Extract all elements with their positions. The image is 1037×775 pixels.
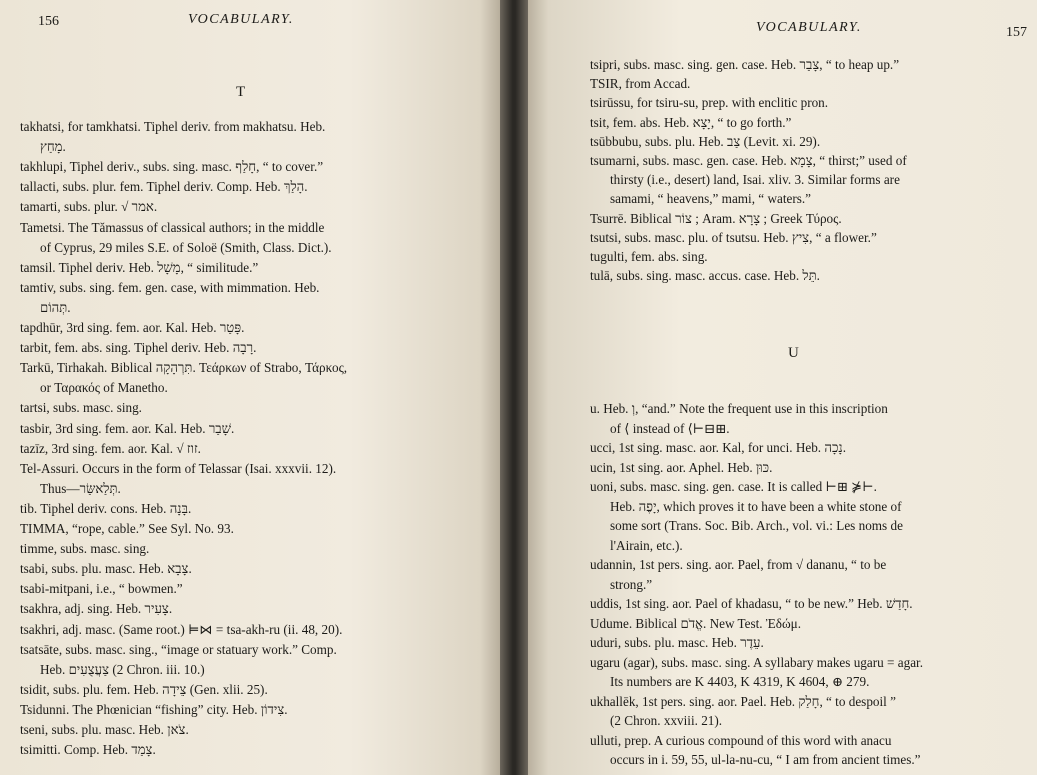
entry-line: Tel-Assuri. Occurs in the form of Telassar (Isai. xxxvii. 12).: [20, 460, 337, 476]
entry-line: ugaru (agar), subs. masc. sing. A syllabary makes ugaru = agar.: [590, 654, 924, 670]
entry-line: takhatsi, for tamkhatsi. Tiphel deriv. from makhatsu. Heb.: [20, 119, 326, 134]
entry-line: Tsurrē. Biblical צוֹר ; Aram. צָרָא ; Greek Τύρος.: [590, 210, 842, 226]
entry-line: tsumarni, subs. masc. gen. case. Heb. צָמָא, “ thirst;” used of: [590, 153, 907, 168]
entry-line: ukhallēk, 1st pers. sing. aor. Pael. Heb. חָלַק, “ to despoil ”: [590, 693, 896, 709]
entry-line: Heb. צַעֲצֻעִים (2 Chron. iii. 10.): [40, 661, 205, 677]
entry-line: tib. Tiphel deriv. cons. Heb. בָּנָה.: [20, 500, 192, 516]
entry-line: tugulti, fem. abs. sing.: [590, 249, 708, 264]
entry-line: tamarti, subs. plur. √ אמר.: [20, 199, 158, 215]
entry-line: (2 Chron. xxviii. 21).: [610, 713, 723, 728]
entry-line: TSIR, from Accad.: [590, 76, 691, 92]
entry-line: tseni, subs. plu. masc. Heb. צֹאן.: [20, 722, 189, 737]
entry-line: Tsidunni. The Phœnician “fishing” city. Heb. צִידוֹן.: [20, 701, 288, 717]
entry-line: uddis, 1st sing. aor. Pael of khadasu, “ to be new.” Heb. חָדַשׁ.: [590, 596, 913, 611]
entry-line: tsatsāte, subs. masc. sing., “image or statuary work.” Comp.: [20, 641, 337, 657]
entry-line: occurs in i. 59, 55, ul-la-nu-cu, “ I am from ancient times.”: [610, 752, 921, 767]
entry-line: tazīz, 3rd sing. fem. aor. Kal. √ זוז.: [20, 440, 201, 456]
entry-line: ucin, 1st sing. aor. Aphel. Heb. כּוּן.: [590, 459, 773, 475]
page-number: 157: [1006, 25, 1027, 40]
entry-line: tarbit, fem. abs. sing. Tiphel deriv. Heb. רָבָה.: [20, 340, 257, 356]
entry-line: Tametsi. The Tămassus of classical authors; in the middle: [20, 219, 325, 235]
entry-line: tallacti, subs. plur. fem. Tiphel deriv. Comp. Heb. הָלַךְ.: [20, 179, 308, 195]
entry-line: tamsil. Tiphel deriv. Heb. מָשָׁל, “ similitude.”: [20, 259, 259, 275]
entry-line: strong.”: [610, 576, 653, 592]
entry-line: some sort (Trans. Soc. Bib. Arch., vol. vi.: Les noms de: [610, 518, 903, 533]
entry-line: tsidit, subs. plu. fem. Heb. צֵידָה (Gen. xlii. 25).: [20, 681, 268, 697]
entry-line: or Ταρακός of Manetho.: [40, 380, 168, 396]
entry-line: tsakhri, adj. masc. (Same root.) ⊨⋈ = tsa-akh-ru (ii. 48, 20).: [20, 621, 343, 637]
entry-line: Tarkū, Tirhakah. Biblical תִּרְהָקָה. Τεάρκων of Strabo, Τάρκος,: [20, 360, 348, 376]
entry-line: l'Airain, etc.).: [610, 537, 683, 553]
entry-line: udannin, 1st pers. sing. aor. Pael, from √ dananu, “ to be: [590, 557, 887, 572]
entry-line: tsabi-mitpani, i.e., “ bowmen.”: [20, 581, 183, 597]
entry-line: of ⟨ instead of ⟨⊢⊟⊞.: [610, 420, 730, 436]
running-head: VOCABULARY.: [188, 12, 294, 27]
left-page: [0, 0, 500, 775]
running-head: VOCABULARY.: [756, 20, 862, 35]
entry-line: tsakhra, adj. sing. Heb. צָעִיר.: [20, 601, 173, 617]
section-letter: U: [788, 345, 799, 361]
entry-line: timme, subs. masc. sing.: [20, 541, 150, 557]
entry-line: Heb. יָפֶה, which proves it to have been a white stone of: [610, 498, 902, 514]
page-number: 156: [38, 14, 59, 29]
entry-line: ulluti, prep. A curious compound of this word with anacu: [590, 732, 892, 748]
entry-line: samami, “ heavens,” mami, “ waters.”: [610, 191, 812, 207]
entry-line: תְּהוֹם.: [40, 299, 71, 315]
entry-line: מָחַץ.: [40, 139, 66, 155]
entry-line: tsimitti. Comp. Heb. צָמַד.: [20, 742, 156, 758]
entry-line: takhlupi, Tiphel deriv., subs. sing. masc. חָלַף, “ to cover.”: [20, 159, 324, 175]
entry-line: tulā, subs. sing. masc. accus. case. Heb. תֵּל.: [590, 268, 820, 284]
entry-line: of Cyprus, 29 miles S.E. of Soloë (Smith, Class. Dict.).: [40, 239, 332, 255]
entry-line: tasbir, 3rd sing. fem. aor. Kal. Heb. שָׁבַר.: [20, 420, 235, 436]
entry-line: tsirūssu, for tsiru-su, prep. with enclitic pron.: [590, 95, 829, 111]
entry-line: Udume. Biblical אֱדֹם. New Test. Ἐδώμ.: [590, 615, 802, 631]
entry-line: tsūbbubu, subs. plu. Heb. צַב (Levit. xi. 29).: [590, 133, 821, 149]
entry-line: tapdhūr, 3rd sing. fem. aor. Kal. Heb. פָּטַר.: [20, 320, 245, 335]
entry-line: uoni, subs. masc. sing. gen. case. It is called ⊢⊞ ⋡⊢.: [590, 479, 877, 494]
entry-line: ucci, 1st sing. masc. aor. Kal, for unci. Heb. נָכָה.: [590, 440, 847, 455]
entry-line: tsipri, subs. masc. sing. gen. case. Heb. צָבַר, “ to heap up.”: [590, 57, 900, 72]
entry-line: TIMMA, “rope, cable.” See Syl. No. 93.: [20, 521, 234, 536]
entry-line: tartsi, subs. masc. sing.: [20, 400, 142, 416]
entry-line: tsit, fem. abs. Heb. יָצָא, “ to go forth.”: [590, 114, 792, 130]
entry-line: uduri, subs. plu. masc. Heb. עֵדֶר.: [590, 635, 764, 650]
entry-line: tsabi, subs. plu. masc. Heb. צָבָא.: [20, 561, 192, 577]
entry-line: tamtiv, subs. sing. fem. gen. case, with mimmation. Heb.: [20, 279, 320, 295]
right-page: [528, 0, 1037, 775]
entry-line: tsutsi, subs. masc. plu. of tsutsu. Heb. צִיץ, “ a flower.”: [590, 229, 877, 245]
entry-line: thirsty (i.e., desert) land, Isai. xliv. 3. Similar forms are: [610, 172, 900, 188]
section-letter: T: [236, 84, 246, 100]
entry-line: u. Heb. וְ, “and.” Note the frequent use in this inscription: [590, 401, 888, 416]
entry-line: Its numbers are K 4403, K 4319, K 4604, ⊕ 279.: [610, 674, 870, 689]
entry-line: Thus—תְּלַאשַּׂר.: [40, 480, 121, 496]
book-gutter: [500, 0, 528, 775]
